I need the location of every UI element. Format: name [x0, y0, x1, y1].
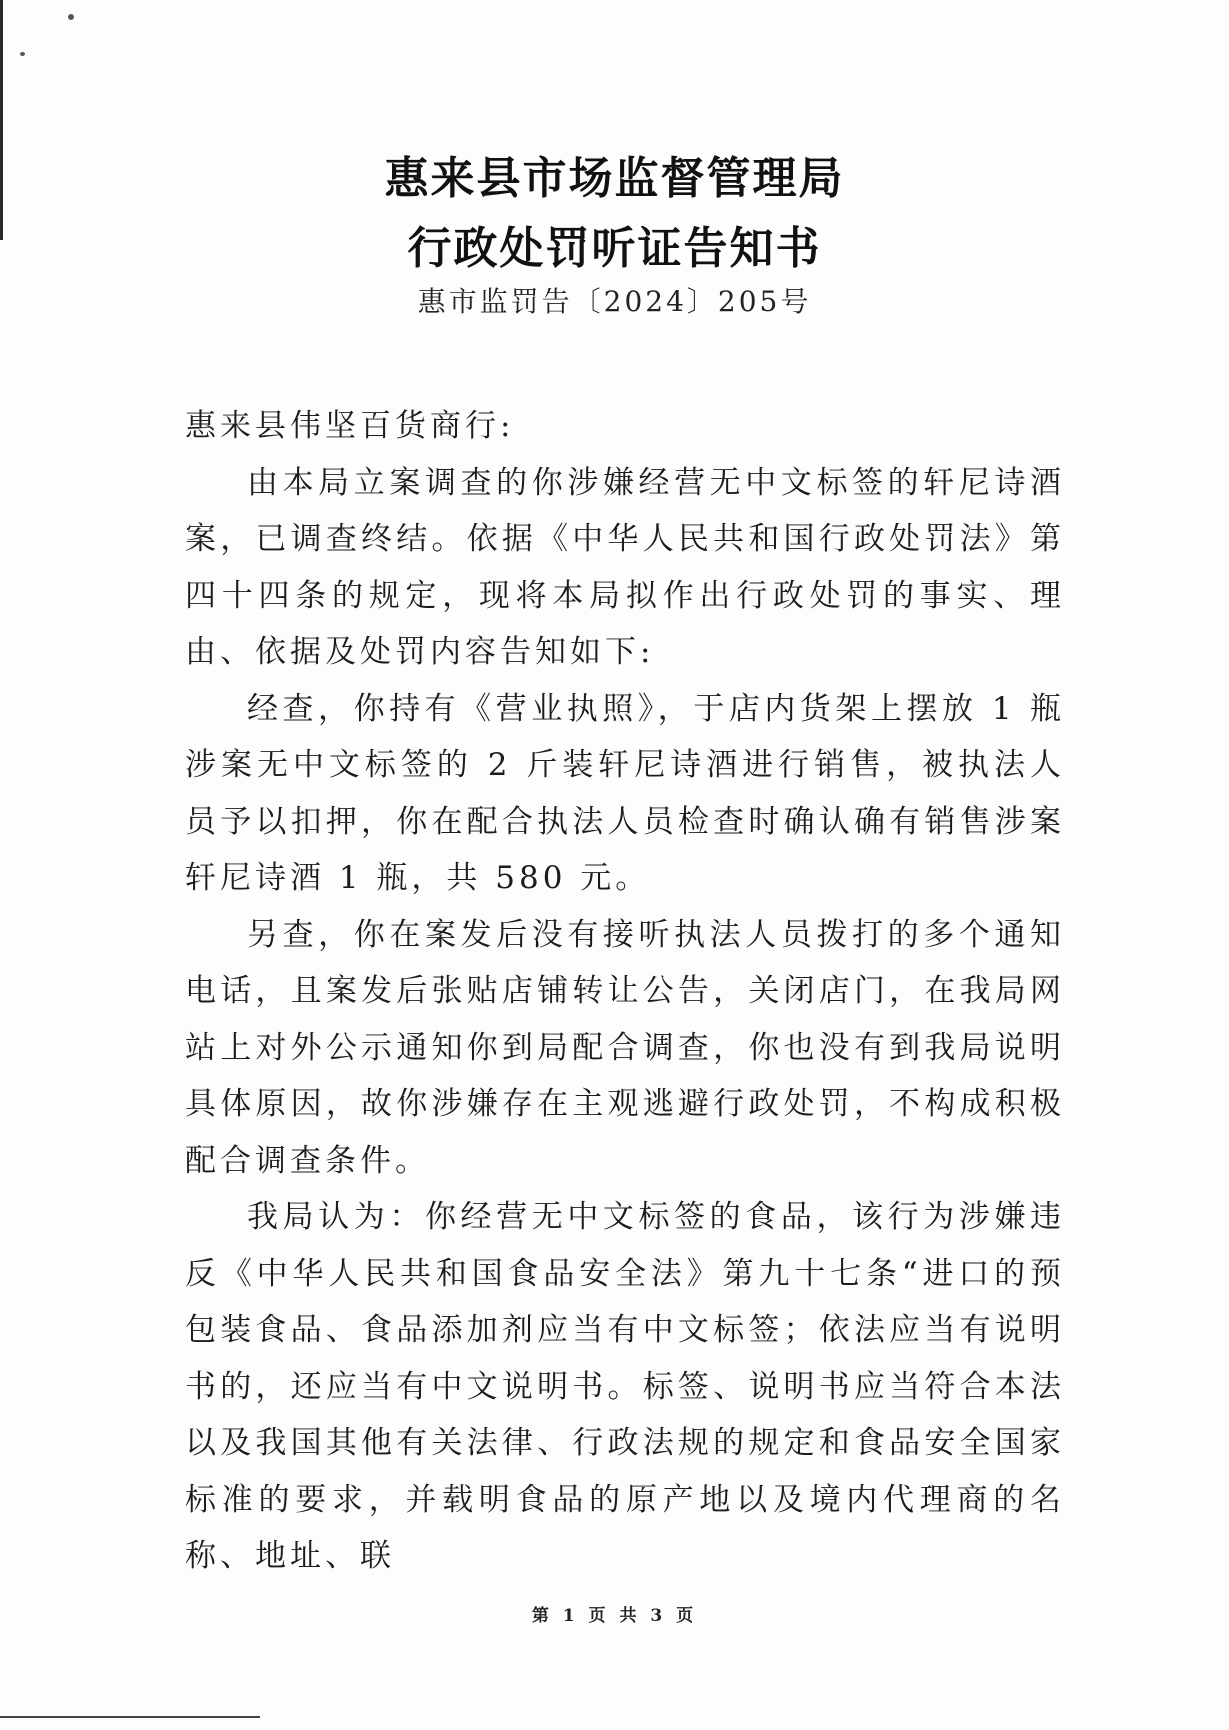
paragraph-legal-reasoning: 我局认为：你经营无中文标签的食品，该行为涉嫌违反《中华人民共和国食品安全法》第九十七条“进口的预包装食品、食品添加剂应当有中文标签；依法应当有说明书的，还应当有中文说明书。标签、说明书应当符合本法以及我国其他有关法律、行政法规的规定和食品安全国家标准的要求，并载明食品的原产地以及境内代理商的名称、地址、联 — [185, 1199, 1065, 1574]
scan-edge-mark — [0, 1716, 260, 1718]
document-title-agency: 惠来县市场监督管理局 — [384, 153, 845, 204]
scan-speck — [20, 52, 25, 56]
page-indicator: 第 1 页 共 3 页 — [531, 1606, 698, 1626]
document-title-type: 行政处罚听证告知书 — [407, 223, 822, 274]
document-body — [185, 398, 1065, 1585]
paragraph-further-facts: 另查，你在案发后没有接听执法人员拨打的多个通知电话，且案发后张贴店铺转让公告，关闭店门，在我局网站上对外公示通知你到局配合调查，你也没有到我局说明具体原因，故你涉嫌存在主观逃避行政处罚，不构成积极配合调查条件。 — [185, 916, 1065, 1179]
scan-speck — [68, 14, 74, 20]
paragraph-facts: 经查，你持有《营业执照》，于店内货架上摆放 1 瓶涉案无中文标签的 2 斤装轩尼诗酒进行销售，被执法人员予以扣押，你在配合执法人员检查时确认确有销售涉案轩尼诗酒 1 瓶，共 580 元。 — [185, 690, 1065, 896]
paragraph-case-intro: 由本局立案调查的你涉嫌经营无中文标签的轩尼诗酒案，已调查终结。依据《中华人民共和国行政处罚法》第四十四条的规定，现将本局拟作出行政处罚的事实、理由、依据及处罚内容告知如下: — [185, 464, 1065, 670]
document-number: 惠市监罚告〔2024〕205号 — [417, 285, 812, 318]
addressee: 惠来县伟坚百货商行: — [185, 408, 515, 444]
